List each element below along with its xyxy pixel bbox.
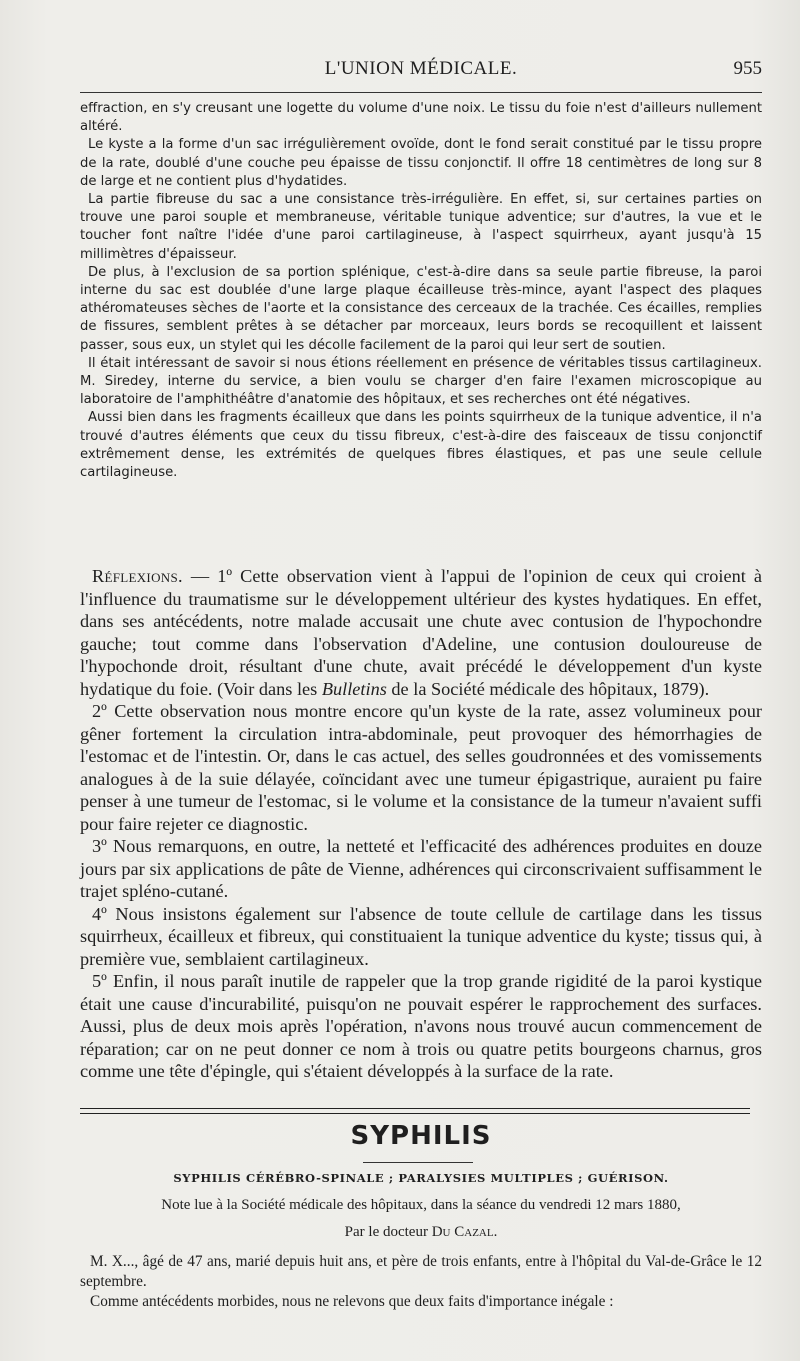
section-divider: [80, 1108, 750, 1114]
article-body: [80, 1252, 762, 1312]
paragraph: Aussi bien dans les fragments écailleux que dans les points squirrheux de la tunique adventice, il n'a trouvé d'autres éléments que ceux du tissu fibreux, c'est-à-dire des faisceaux de tissu conjonctif extrêmement dense, les extrémités de quelques fibres élastiques, et pas une seule cellule cartilagineuse.: [80, 410, 762, 481]
paragraph: Il était intéressant de savoir si nous étions réellement en présence de véritables tissus cartilagineux. M. Siredey, interne du service, a bien voulu se charger d'en faire l'examen microscopique au laboratoire de l'amphithéâtre d'anatomie des hôpitaux, et ses recherches ont été négatives.: [80, 355, 762, 408]
reflexions-section: [80, 565, 762, 1083]
article-author: [80, 1224, 762, 1241]
reflexion-5: 5º Enfin, il nous paraît inutile de rappeler que la trop grande rigidité de la paroi kystique était une cause d'incurabilité, puisqu'on ne pouvait espérer le rapprochement des surfaces. Aussi, plus de deux mois après l'opération, n'avons nous trouvé aucun commencement de réparation; car on ne peut donner ce nom à trois ou quatre petits bourgeons charnus, gros comme une tête d'épingle, qui s'étaient développés à la surface de la rate.: [80, 971, 762, 1081]
header-rule: [80, 92, 762, 93]
author-name: Du Cazal.: [431, 1224, 498, 1240]
paragraph: De plus, à l'exclusion de sa portion splénique, c'est-à-dire dans sa seule partie fibreuse, la paroi interne du sac est doublée d'une large plaque écailleuse très-mince, ayant l'aspect des plaques athéromateuses sèches de l'aorte et la consistance des cerceaux de la trachée. Ces écailles, remplies de fissures, semblent prêtes à se détacher par morceaux, leurs bords se recoquillent et laissent passer, sous eux, un stylet qui les décolle facilement de la paroi qui leur sert de soutien.: [80, 264, 762, 353]
running-header: [80, 58, 762, 92]
journal-title: L'UNION MÉDICALE.: [324, 58, 518, 79]
page-number: 955: [733, 58, 762, 79]
paragraph: La partie fibreuse du sac a une consistance très-irrégulière. En effet, si, sur certaines parties on trouve une paroi souple et membraneuse, véritable tunique adventice; sur d'autres, la vue et le toucher font naître l'idée d'une paroi cartilagineuse, à l'aspect squirrheux, ayant jusqu'à 15 millimètres d'épaisseur.: [80, 192, 762, 262]
paragraph: effraction, en s'y creusant une logette du volume d'une noix. Le tissu du foie n'est d'ailleurs nullement altéré.: [80, 101, 762, 135]
reflexion-2: 2º Cette observation nous montre encore qu'un kyste de la rate, assez volumineux pour gêner fortement la circulation intra-abdominale, peut provoquer des hémorrhagies de l'estomac et de l'intestin. Or, dans le cas actuel, des selles goudronnées et des vomissements analogues à de la suie délayée, coïncidant avec une tumeur épigastrique, auraient pu faire penser à une tumeur de l'estomac, si le volume et la consistance de la tumeur n'avaient suffi pour faire rejeter ce diagnostic.: [80, 701, 762, 834]
reflexion-4: 4º Nous insistons également sur l'absence de toute cellule de cartilage dans les tissus squirrheux, écailleux et fibreux, qui constituaient la tunique adventice du kyste; tissus qui, à première vue, semblaient cartilagineux.: [80, 903, 762, 969]
article-note: Note lue à la Société médicale des hôpitaux, dans la séance du vendredi 12 mars 1880,: [161, 1197, 681, 1213]
reflexion-1: [80, 565, 762, 700]
observation-details: [80, 100, 762, 482]
reflexions-lead: Réflexions.: [92, 566, 183, 586]
author-prefix: Par le docteur: [344, 1224, 432, 1240]
paragraph: Le kyste a la forme d'un sac irrégulièrement ovoïde, dont le fond serait constitué par le tissu propre de la rate, doublé d'une couche peu épaisse de tissu conjonctif. Il offre 18 centimètres de long sur 8 de large et ne contient plus d'hydatides.: [80, 137, 762, 189]
section-title: SYPHILIS: [350, 1121, 492, 1151]
reflexion-1-end: de la Société médicale des hôpitaux, 1879).: [386, 678, 710, 699]
article-subtitle: SYPHILIS CÉRÉBRO-SPINALE ; PARALYSIES MULTIPLES ; GUÉRISON.: [173, 1171, 669, 1185]
reflexion-1-text: — 1º Cette observation vient à l'appui de l'opinion de ceux qui croient à l'influence du traumatisme sur le développement ultérieur des kystes hydatiques. En effet, dans ses antécédents, notre malade accusait une chute avec contusion de l'hypochondre gauche; tout comme dans l'observation d'Adeline, une contusion douloureuse de l'hypochonde droit, résultant d'une chute, avait précédé le développement d'un kyste hydatique du foie. (Voir dans les: [80, 566, 762, 699]
reflexion-3: 3º Nous remarquons, en outre, la netteté et l'efficacité des adhérences produites en douze jours par six applications de pâte de Vienne, adhérences qui circonscrivaient suffisamment le trajet spléno-cutané.: [80, 836, 762, 901]
paragraph: M. X..., âgé de 47 ans, marié depuis huit ans, et père de trois enfants, entre à l'hôpital du Val-de-Grâce le 12 septembre.: [80, 1253, 762, 1290]
paragraph: Comme antécédents morbides, nous ne relevons que deux faits d'importance inégale :: [90, 1293, 614, 1310]
bulletins-italic: Bulletins: [321, 678, 387, 699]
title-underline: [363, 1162, 473, 1163]
